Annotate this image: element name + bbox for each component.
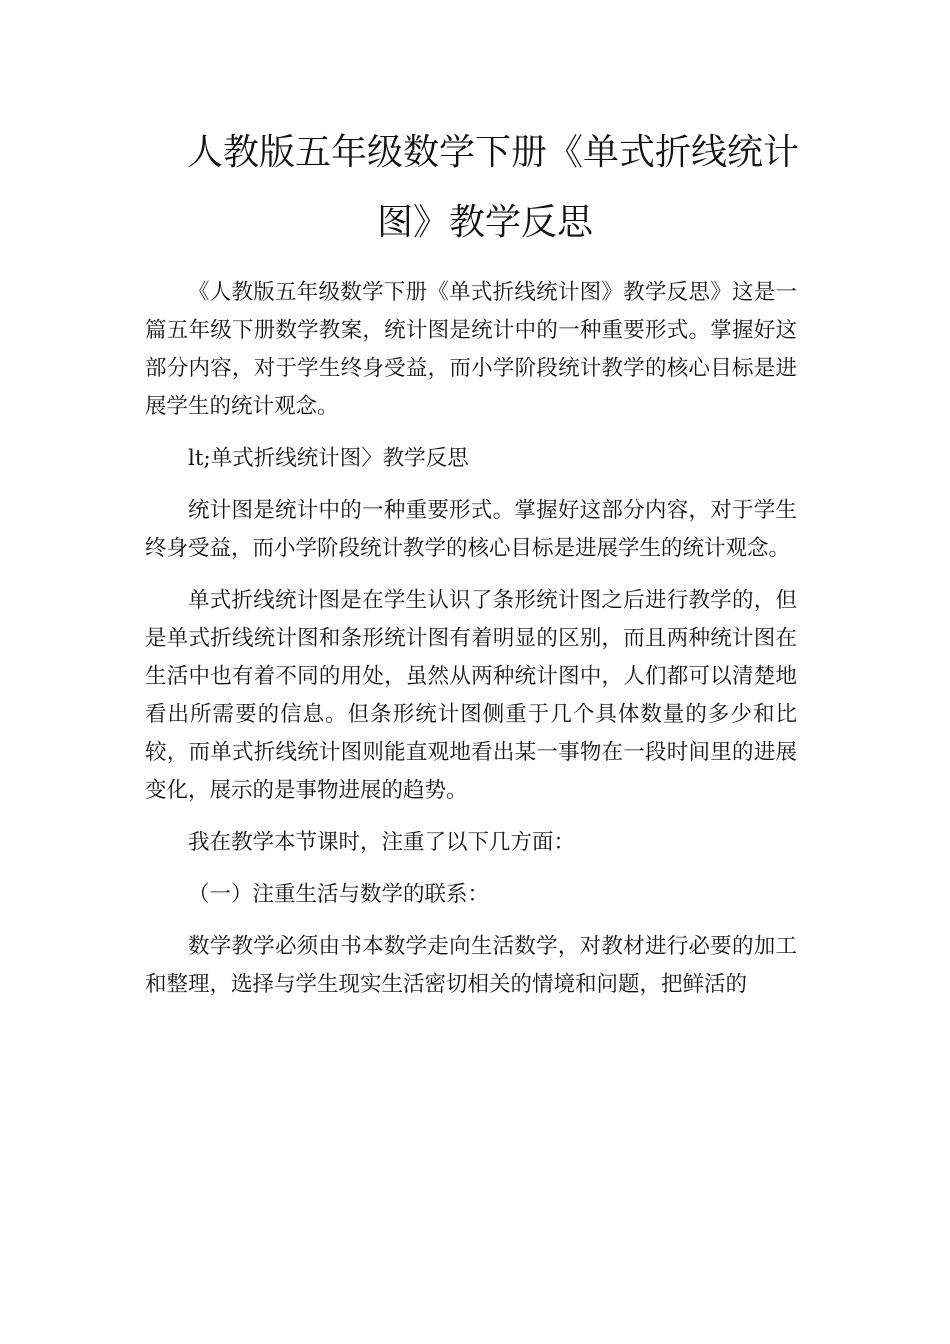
title-line-2: 图》教学反思 — [377, 202, 594, 243]
paragraph-section-one: （一）注重生活与数学的联系： — [188, 882, 490, 907]
document-title — [145, 118, 805, 258]
paragraph-statistics: 统计图是统计中的一种重要形式。掌握好这部分内容，对于学生终身受益，而小学阶段统计教学的核心目标是进展学生的统计观念。 — [145, 498, 797, 561]
paragraph-life-math: 数学教学必须由书本数学走向生活数学，对教材进行必要的加工和整理，选择与学生现实生活密切相关的情境和问题，把鲜活的 — [145, 934, 797, 997]
document-body — [145, 274, 797, 1018]
paragraph-intro: 《人教版五年级数学下册《单式折线统计图》教学反思》这是一篇五年级下册数学教案，统计图是统计中的一种重要形式。掌握好这部分内容，对于学生终身受益，而小学阶段统计教学的核心目标是进展学生的统计观念。 — [145, 280, 797, 419]
paragraph-subtitle: lt;单式折线统计图〉教学反思 — [188, 446, 469, 471]
paragraph-aspects: 我在教学本节课时，注重了以下几方面： — [188, 830, 576, 855]
paragraph-line-chart: 单式折线统计图是在学生认识了条形统计图之后进行教学的，但是单式折线统计图和条形统计图有着明显的区别，而且两种统计图在生活中也有着不同的用处，虽然从两种统计图中，人们都可以清楚地看出所需要的信息。但条形统计图侧重于几个具体数量的多少和比较，而单式折线统计图则能直观地看出某一事物在一段时间里的进展变化，展示的是事物进展的趋势。 — [145, 588, 797, 803]
title-line-1: 人教版五年级数学下册《单式折线统计 — [186, 132, 799, 173]
